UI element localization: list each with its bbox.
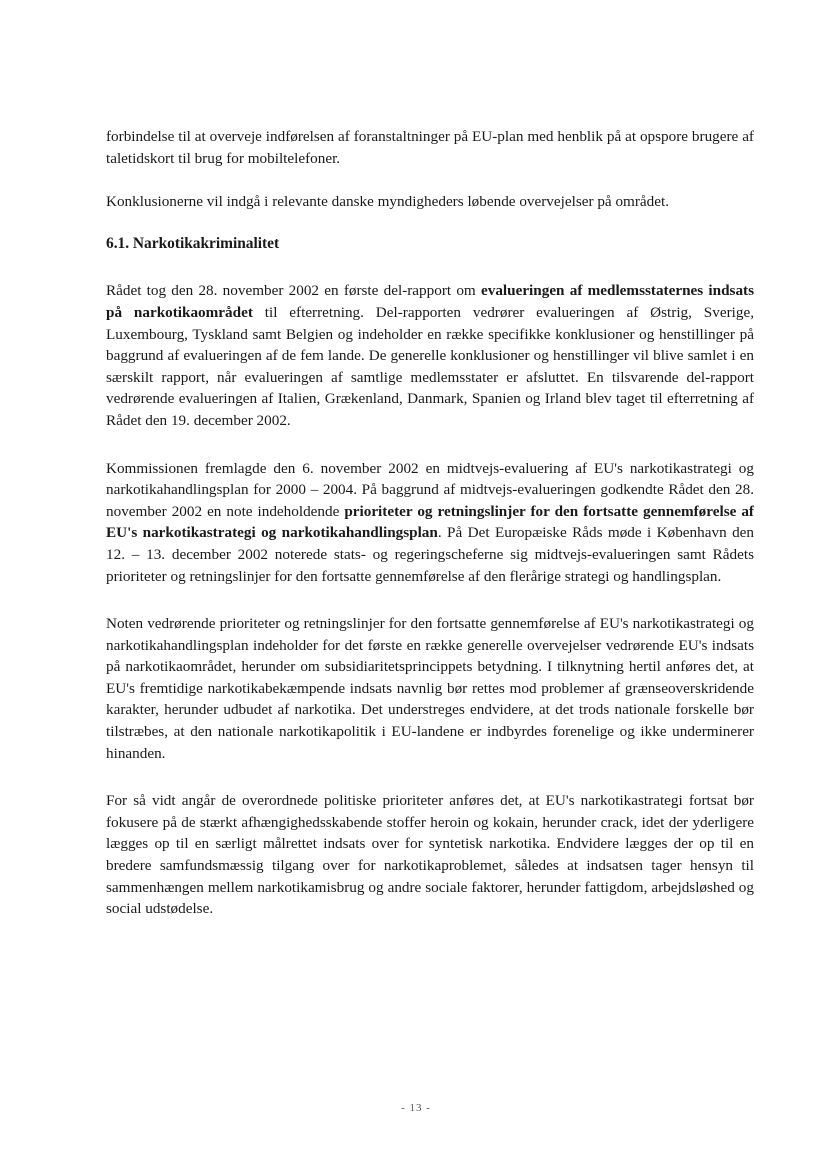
page-number: - 13 - xyxy=(401,1102,431,1114)
paragraph-note: Noten vedrørende prioriteter og retningslinjer for den fortsatte gennemførelse af EU's narkotikastrategi og narkotikahandlingsplan indeholder for det første en række generelle overvejelser vedrørende EU's indsats på narkotikaområdet, herunder om subsidiaritetsprincippets betydning. I tilknytning hertil anføres det, at EU's fremtidige narkotikabekæmpende indsats navnlig bør rettes mod problemer af grænseoverskridende karakter, herunder udbudet af narkotika. Det understreges endvidere, at det trods nationale forskelle bør tilstræbes, at den nationale narkotikapolitik i EU-landene er indbyrdes forenelige og ikke underminerer hinanden. xyxy=(106,615,754,762)
paragraph-evaluation-text-2: til efterretning. Del-rapporten vedrører evalueringen af Østrig, Sverige, Luxembourg, Tyskland samt Belgien og indeholder en række specifikke konklusioner og henstillinger på baggrund af evalueringen af de fem lande. De generelle konklusioner og henstillinger vil blive samlet i en særskilt rapport, når evalueringen af samtlige medlemsstater er afsluttet. En tilsvarende del-rapport vedrørende evalueringen af Italien, Grækenland, Danmark, Spanien og Irland blev taget til efterretning af Rådet den 19. december 2002. xyxy=(106,303,754,429)
paragraph-midterm-bold: prioriteter og retningslinjer for den fortsatte gennemførelse af EU's narkotikastrategi og narkotikahandlingsplan xyxy=(106,502,754,542)
paragraph-midterm-text-1: Kommissionen fremlagde den 6. november 2002 en midtvejs-evaluering af EU's narkotikastrategi og narkotikahandlingsplan for 2000 – 2004. På baggrund af midtvejs-evalueringen godkendte Rådet den 28. november 2002 en note indeholdende xyxy=(106,459,754,520)
paragraph-midterm xyxy=(106,458,754,588)
paragraph-midterm-text-2: . På Det Europæiske Råds møde i København den 12. – 13. december 2002 noterede stats- og regeringscheferne sig midtvejs-evalueringen samt Rådets prioriteter og retningslinjer for den fortsatte gennemførelse af den flerårige strategi og handlingsplan. xyxy=(106,524,754,585)
paragraph-conclusions: Konklusionerne vil indgå i relevante danske myndigheders løbende overvejelser på området. xyxy=(106,193,670,211)
paragraph-priorities: For så vidt angår de overordnede politiske prioriteter anføres det, at EU's narkotikastrategi fortsat bør fokusere på de stærkt afhængighedsskabende stoffer heroin og kokain, herunder crack, idet der yderligere lægges op til en særligt målrettet indsats over for syntetisk narkotika. Endvidere lægges der op til en bredere samfundsmæssig tilgang over for narkotikaproblemet, således at indsatsen tager hensyn til sammenhængen mellem narkotikamisbrug og andre sociale faktorer, herunder fattigdom, arbejdsløshed og social udstødelse. xyxy=(106,792,754,918)
section-heading: 6.1. Narkotikakriminalitet xyxy=(106,234,280,252)
paragraph-evaluation-text-1: Rådet tog den 28. november 2002 en første del-rapport om xyxy=(106,282,481,300)
paragraph-continuation: forbindelse til at overveje indførelsen af foranstaltninger på EU-plan med henblik på at opspore brugere af taletidskort til brug for mobiltelefoner. xyxy=(106,128,754,167)
paragraph-evaluation-bold: evalueringen af medlemsstaternes indsats på narkotikaområdet xyxy=(106,282,755,321)
document-page xyxy=(106,126,754,920)
paragraph-evaluation xyxy=(106,280,754,431)
